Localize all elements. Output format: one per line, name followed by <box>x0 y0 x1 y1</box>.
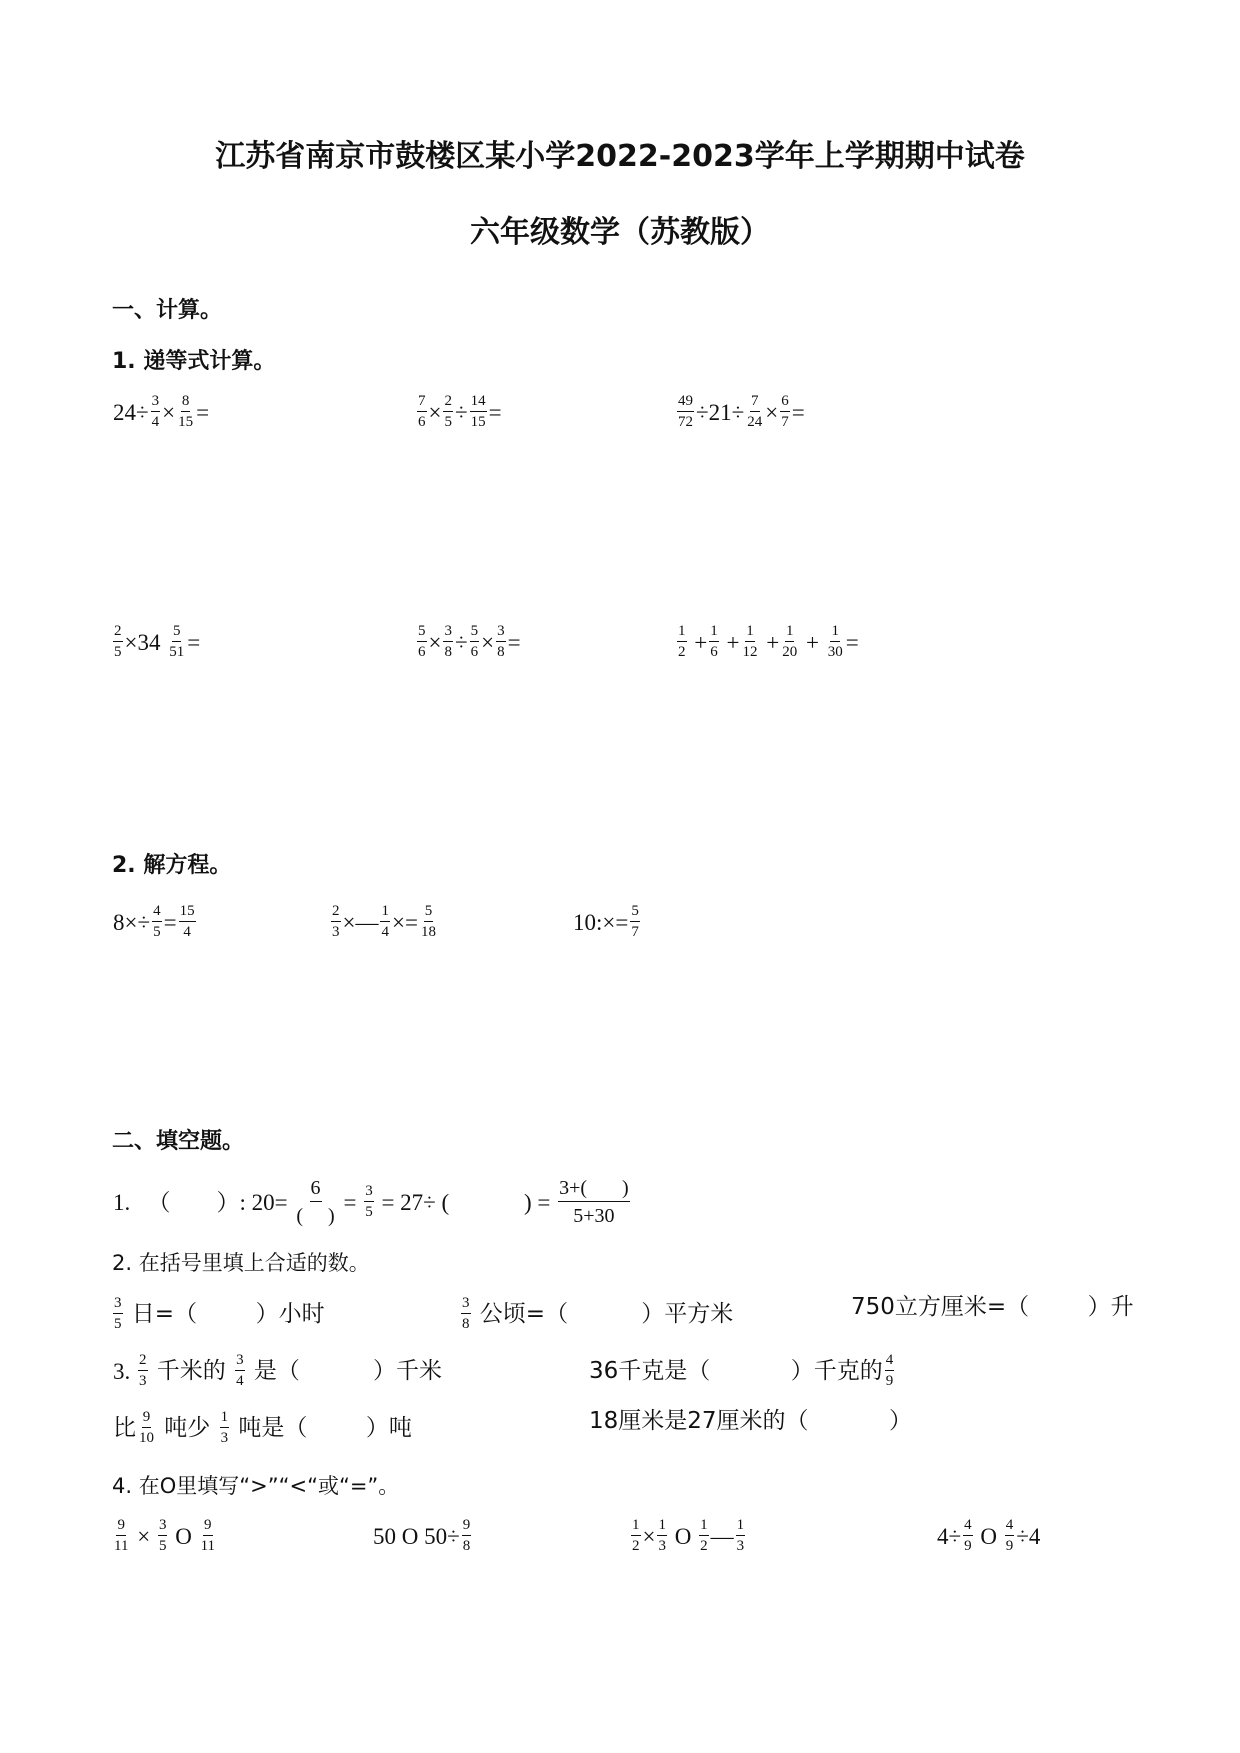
fraction <box>443 624 453 660</box>
fill-blank-item <box>588 1410 913 1433</box>
fraction-numerator: 3 <box>461 1296 471 1314</box>
fraction-denominator: 7 <box>631 924 639 940</box>
fraction-numerator: 2 <box>113 624 123 642</box>
fraction <box>331 904 341 940</box>
fraction <box>741 624 758 660</box>
fraction-numerator: 9 <box>462 1518 472 1536</box>
fraction-denominator: 5 <box>114 644 122 660</box>
expression-text: = <box>488 399 502 425</box>
expression-text: O <box>668 1523 698 1549</box>
fraction <box>420 904 437 940</box>
fraction <box>470 394 487 430</box>
expression-text: 3. <box>113 1358 136 1384</box>
fraction-numerator: 1 <box>709 624 719 642</box>
expression-text: × <box>131 1523 156 1549</box>
fraction-denominator: 24 <box>747 414 763 430</box>
section-heading: 二、填空题。 <box>112 1129 245 1154</box>
fraction-denominator: 15 <box>470 414 486 430</box>
expression-text: ÷ <box>454 399 468 425</box>
expression-text: = 27÷ ( ) = <box>375 1189 557 1215</box>
expression-text: × <box>765 399 779 425</box>
expression-text: 10:×= <box>573 909 629 935</box>
fraction <box>113 624 123 660</box>
fraction-denominator: 5 <box>444 414 452 430</box>
fraction <box>220 1410 230 1446</box>
fraction-numerator: 1 <box>220 1410 230 1428</box>
fraction <box>152 904 162 940</box>
fraction-denominator: 8 <box>462 1316 470 1332</box>
expression-text: = <box>196 399 210 425</box>
fraction-numerator: 3 <box>113 1296 123 1314</box>
expression-text: 4÷ <box>937 1523 962 1549</box>
fraction-denominator: 72 <box>678 414 693 430</box>
fraction-numerator: 2 <box>331 904 341 922</box>
fraction <box>677 394 694 430</box>
fraction-denominator: 30 <box>827 644 843 660</box>
fraction-denominator: 5 <box>114 1316 122 1332</box>
fraction <box>496 624 506 660</box>
expression-text: 吨少 <box>157 1414 218 1441</box>
fraction <box>113 1296 123 1332</box>
expression-text: ×34 <box>124 629 167 655</box>
fraction-numerator: 2 <box>443 394 453 412</box>
fraction-numerator: 1 <box>657 1518 667 1536</box>
fill-blank-item <box>460 1296 734 1332</box>
fraction <box>630 904 640 940</box>
fraction-numerator: 5 <box>630 904 640 922</box>
fraction-numerator: 6 <box>780 394 790 412</box>
expression-text: 是（ ）千米 <box>246 1357 443 1384</box>
fraction <box>138 1410 155 1446</box>
expression-text: = <box>507 629 521 655</box>
fraction-numerator: 3+( ) <box>558 1178 630 1202</box>
expression-text: 千米的 <box>149 1357 234 1384</box>
page-title: 江苏省南京市鼓楼区某小学2022-2023学年上学期期中试卷 <box>215 139 1025 174</box>
fraction <box>113 1518 129 1554</box>
question-label: 2. 在括号里填上合适的数。 <box>112 1251 370 1275</box>
expression-text: × <box>642 1523 656 1549</box>
expression-text: ÷ <box>454 629 468 655</box>
fraction-denominator: 5 <box>153 924 161 940</box>
expression-text: = <box>163 909 177 935</box>
fraction-numerator: 7 <box>417 394 427 412</box>
compare-item <box>936 1518 1041 1554</box>
expression-text: — <box>710 1523 734 1549</box>
fraction-denominator: 6 <box>710 644 718 660</box>
calc-expression <box>112 394 210 430</box>
expression-text: ×= <box>391 909 418 935</box>
fill-blank-item <box>588 1353 895 1389</box>
fraction-numerator: 1 <box>677 624 687 642</box>
calc-expression <box>112 624 201 660</box>
expression-text: = <box>791 399 805 425</box>
fraction-numerator: 3 <box>151 394 161 412</box>
expression-text: × <box>481 629 495 655</box>
question-label: 4. 在O里填写“>”“<“或“=”。 <box>112 1474 400 1498</box>
fraction <box>709 624 719 660</box>
fraction-denominator: 10 <box>139 1430 154 1446</box>
calc-expression <box>676 624 860 660</box>
fraction-denominator: 20 <box>782 644 798 660</box>
fraction <box>380 904 390 940</box>
expression-text: 比 <box>113 1414 136 1441</box>
fraction-denominator: 4 <box>183 924 191 940</box>
fraction-numerator: 1 <box>380 904 390 922</box>
expression-text: + <box>720 629 740 655</box>
question-label: 2. 解方程。 <box>112 853 232 878</box>
expression-text: + <box>800 629 825 655</box>
expression-text: 1. （ ）: 20= <box>113 1189 294 1215</box>
fraction-denominator: 3 <box>736 1538 745 1554</box>
fraction-numerator: 14 <box>470 394 487 412</box>
fraction-numerator: 3 <box>158 1518 168 1536</box>
fraction-denominator: ( ) <box>296 1205 335 1227</box>
expression-text: = <box>337 1189 363 1215</box>
fraction-numerator: 1 <box>785 624 795 642</box>
equation <box>112 904 197 940</box>
fraction-numerator: 1 <box>745 624 755 642</box>
expression-text: 50 O 50÷ <box>373 1523 460 1549</box>
expression-text: O <box>169 1523 198 1549</box>
page-subtitle: 六年级数学（苏教版） <box>470 215 770 250</box>
fraction-numerator: 4 <box>963 1518 973 1536</box>
fraction-denominator: 4 <box>236 1373 244 1389</box>
fraction-numerator: 4 <box>885 1353 895 1371</box>
expression-text: 750立方厘米=（ ）升 <box>851 1294 1134 1320</box>
fraction-numerator: 1 <box>830 624 840 642</box>
fraction-denominator: 5+30 <box>573 1205 615 1227</box>
fraction-denominator: 12 <box>742 644 758 660</box>
fraction-numerator: 5 <box>172 624 182 642</box>
fraction-numerator: 9 <box>203 1518 213 1536</box>
fraction-numerator: 3 <box>496 624 506 642</box>
fraction <box>780 394 790 430</box>
fraction <box>746 394 763 430</box>
expression-text: + <box>760 629 780 655</box>
expression-text: 24÷ <box>113 399 149 425</box>
fraction-denominator: 9 <box>964 1538 972 1554</box>
fraction-denominator: 5 <box>365 1204 373 1220</box>
fraction <box>885 1353 895 1389</box>
fraction-numerator: 5 <box>470 624 480 642</box>
fraction-numerator: 15 <box>179 904 196 922</box>
expression-text: 公顷=（ ）平方米 <box>472 1300 734 1327</box>
fraction-denominator: 3 <box>658 1538 666 1554</box>
fraction <box>677 624 687 660</box>
fraction <box>558 1178 630 1226</box>
fraction-denominator: 6 <box>418 644 426 660</box>
fraction <box>443 394 453 430</box>
fraction-numerator: 3 <box>235 1353 245 1371</box>
fraction <box>235 1353 245 1389</box>
fraction-numerator: 3 <box>364 1184 374 1202</box>
expression-text: = <box>845 629 859 655</box>
fraction-denominator: 3 <box>220 1430 229 1446</box>
expression-text: 18厘米是27厘米的（ ） <box>589 1408 912 1434</box>
fraction <box>138 1353 148 1389</box>
fraction-denominator: 8 <box>444 644 452 660</box>
expression-text: 日=（ ）小时 <box>124 1300 325 1327</box>
fraction <box>736 1518 746 1554</box>
fraction <box>781 624 798 660</box>
fraction-numerator: 6 <box>310 1178 322 1202</box>
fraction <box>963 1518 973 1554</box>
fraction-denominator: 8 <box>462 1538 471 1554</box>
expression-text: 36千克是（ ）千克的 <box>589 1357 883 1384</box>
fraction-denominator: 9 <box>885 1373 894 1389</box>
calc-expression <box>676 394 806 430</box>
fraction-denominator: 11 <box>200 1538 216 1554</box>
fraction-denominator: 3 <box>332 924 340 940</box>
compare-item <box>112 1518 217 1554</box>
fraction-denominator: 9 <box>1005 1538 1014 1554</box>
fraction-numerator: 7 <box>750 394 760 412</box>
fraction-numerator: 49 <box>677 394 694 412</box>
fraction <box>631 1518 641 1554</box>
fraction <box>158 1518 168 1554</box>
fraction-numerator: 2 <box>138 1353 148 1371</box>
expression-text: × <box>428 399 442 425</box>
fraction-denominator: 6 <box>470 644 479 660</box>
fraction-denominator: 6 <box>418 414 426 430</box>
expression-text: O <box>974 1523 1003 1549</box>
expression-text: × <box>428 629 442 655</box>
fraction <box>177 394 194 430</box>
fraction-denominator: 51 <box>169 644 185 660</box>
fraction <box>179 904 196 940</box>
expression-text: ÷4 <box>1016 1523 1041 1549</box>
fraction-denominator: 15 <box>178 414 194 430</box>
fraction-numerator: 3 <box>443 624 453 642</box>
fraction-numerator: 9 <box>142 1410 152 1428</box>
fill-blank-question <box>112 1178 631 1226</box>
calc-expression <box>416 394 503 430</box>
fraction-denominator: 7 <box>781 414 789 430</box>
fraction-denominator: 5 <box>158 1538 167 1554</box>
calc-expression <box>416 624 522 660</box>
fraction-denominator: 3 <box>139 1373 147 1389</box>
fraction-numerator: 9 <box>116 1518 126 1536</box>
fill-blank-item <box>112 1353 443 1389</box>
fraction-numerator: 8 <box>181 394 191 412</box>
compare-item <box>630 1518 746 1554</box>
compare-item <box>372 1518 472 1554</box>
equation <box>330 904 438 940</box>
question-label: 1. 递等式计算。 <box>112 349 276 374</box>
fraction <box>168 624 185 660</box>
expression-text: 8×÷ <box>113 909 151 935</box>
fraction <box>827 624 844 660</box>
fraction <box>364 1184 374 1220</box>
fraction-denominator: 2 <box>632 1538 640 1554</box>
fraction <box>295 1178 335 1226</box>
fraction <box>699 1518 709 1554</box>
fraction <box>151 394 161 430</box>
fraction-numerator: 1 <box>736 1518 746 1536</box>
fill-blank-item <box>112 1410 413 1446</box>
fraction-denominator: 4 <box>151 414 160 430</box>
expression-text: + <box>688 629 708 655</box>
fraction-numerator: 4 <box>152 904 162 922</box>
expression-text: = <box>187 629 201 655</box>
fraction <box>417 394 427 430</box>
fraction <box>200 1518 216 1554</box>
fraction <box>470 624 480 660</box>
fraction <box>417 624 427 660</box>
expression-text: 吨是（ ）吨 <box>231 1414 412 1441</box>
fraction-numerator: 1 <box>699 1518 709 1536</box>
fraction-denominator: 11 <box>114 1538 129 1554</box>
expression-text: ×— <box>342 909 379 935</box>
fraction-numerator: 1 <box>631 1518 641 1536</box>
fraction <box>657 1518 667 1554</box>
fraction-numerator: 5 <box>417 624 427 642</box>
fraction <box>461 1296 471 1332</box>
equation <box>572 904 641 940</box>
section-heading: 一、计算。 <box>112 298 223 323</box>
fraction-denominator: 8 <box>497 644 505 660</box>
expression-text: ÷21÷ <box>696 399 745 425</box>
fraction-denominator: 2 <box>678 644 686 660</box>
fraction-numerator: 5 <box>424 904 434 922</box>
fraction-numerator: 4 <box>1005 1518 1015 1536</box>
fraction <box>1005 1518 1015 1554</box>
expression-text: × <box>162 399 176 425</box>
fraction <box>462 1518 472 1554</box>
fraction-denominator: 18 <box>420 924 436 940</box>
fraction-denominator: 4 <box>381 924 389 940</box>
fraction-denominator: 2 <box>700 1538 708 1554</box>
fill-blank-item <box>850 1296 1135 1319</box>
fill-blank-item <box>112 1296 326 1332</box>
